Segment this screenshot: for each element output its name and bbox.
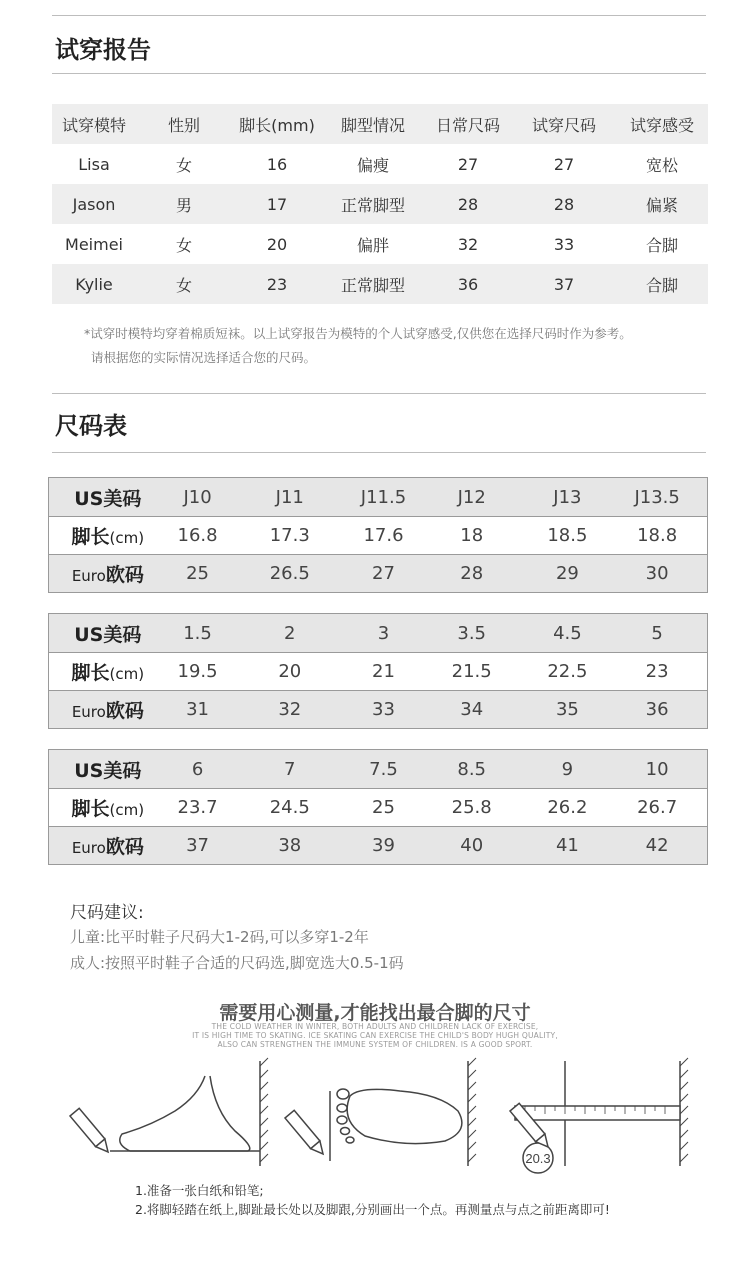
trial-cell: 合脚 [645,235,678,255]
trial-cell: 合脚 [645,275,678,295]
trial-cell: 女 [175,275,192,295]
trial-cell: 32 [457,234,479,254]
size-cell: 35 [555,699,579,720]
foot-length-unit: (cm) [109,529,145,547]
trial-cell: 20 [266,234,288,254]
euro-size-row [49,554,707,592]
size-cell: 1.5 [183,622,212,644]
trial-cell: 33 [553,234,575,254]
euro-size-label [49,560,167,587]
measure-english-line: THE COLD WEATHER IN WINTER, BOTH ADULTS AND CHILDREN LACK OF EXERCISE, [211,1022,539,1031]
trial-header-cell: 脚长(mm) [239,115,315,135]
table-row [52,144,708,184]
size-cell: 26.2 [547,797,588,818]
trial-cell: 男 [175,195,192,215]
foot-length-text: 脚长 [71,526,110,548]
euro-suffix: 欧码 [105,700,144,722]
foot-length-unit: (cm) [109,801,145,819]
size-cell: 42 [645,835,669,856]
size-cell: 24.5 [269,797,310,818]
trial-cell: Meimei [65,234,123,254]
table-row [52,224,708,264]
size-cell: 34 [460,699,484,720]
ruler-value: 20.3 [525,1151,551,1166]
euro-prefix: Euro [71,567,106,585]
foot-length-row [49,652,707,690]
size-cell: 19.5 [177,661,218,682]
trial-cell: 28 [553,194,575,214]
trial-note: *试穿时模特均穿着棉质短袜。以上试穿报告为模特的个人试穿感受,仅供您在选择尺码时作为参考。 [84,326,632,341]
euro-prefix: Euro [71,839,106,857]
us-size-label: US美码 [74,623,142,646]
foot-length-label [49,794,167,821]
foot-length-unit: (cm) [109,665,145,683]
trial-cell: 偏紧 [645,195,678,215]
us-size-row [49,750,707,788]
size-table-2 [48,613,708,729]
size-cell: 17.3 [269,525,310,546]
size-cell: 7 [284,758,296,780]
size-divider-bottom [52,452,706,453]
size-cell: 7.5 [369,758,398,780]
trial-cell: 女 [175,155,192,175]
size-cell: J11 [275,486,304,508]
measure-step-2: 2.将脚轻踏在纸上,脚趾最长处以及脚跟,分别画出一个点。再测量点与点之前距离即可! [135,1202,610,1217]
size-table-3 [48,749,708,865]
trial-cell: 36 [457,274,479,294]
measure-step-1: 1.准备一张白纸和铅笔; [135,1183,264,1198]
size-cell: 23.7 [177,797,218,818]
size-divider-top [52,393,706,394]
measure-illustration [60,1056,700,1176]
trial-cell: 偏胖 [356,235,389,255]
euro-size-label [49,696,167,723]
measure-title: 需要用心测量,才能找出最合脚的尺寸 [219,1002,531,1024]
euro-suffix: 欧码 [105,836,144,858]
trial-cell: 27 [553,154,575,174]
size-cell: 38 [278,835,302,856]
size-cell: 26.5 [269,563,310,584]
size-cell: 20 [278,661,302,682]
size-cell: 40 [460,835,484,856]
size-cell: 2 [284,622,296,644]
size-cell: 36 [645,699,669,720]
size-cell: J13 [553,486,582,508]
advice-child: 儿童:比平时鞋子尺码大1-2码,可以多穿1-2年 [70,928,369,946]
foot-length-label [49,658,167,685]
trial-cell: Kylie [75,274,113,294]
table-row [52,264,708,304]
size-cell: J12 [457,486,486,508]
size-cell: 25 [372,797,395,818]
trial-cell: 16 [266,154,288,174]
euro-size-row [49,826,707,864]
size-cell: 23 [645,661,669,682]
trial-cell: 23 [266,274,288,294]
size-cell: 21.5 [451,661,492,682]
trial-cell: Jason [72,194,116,214]
size-cell: 27 [372,563,395,584]
trial-cell: 宽松 [645,155,678,175]
size-cell: 26.7 [637,797,678,818]
size-chart-title: 尺码表 [55,412,127,440]
foot-length-text: 脚长 [71,662,110,684]
trial-cell: 17 [266,194,288,214]
euro-size-label [49,832,167,859]
trial-cell: 27 [457,154,479,174]
size-cell: 32 [278,699,302,720]
top-foot-drawing [330,1058,476,1166]
foot-length-row [49,788,707,826]
advice-adult: 成人:按照平时鞋子合适的尺码选,脚宽选大0.5-1码 [70,954,404,972]
measure-english-line: IT IS HIGH TIME TO SKATING. ICE SKATING CAN EXERCISE THE CHILD'S BODY HUGH QUALITY, [192,1031,558,1040]
trial-header-row [52,104,708,144]
size-cell: J10 [183,486,212,508]
trial-header-cell: 脚型情况 [340,115,405,135]
size-cell: 21 [372,661,395,682]
us-size-label: US美码 [74,487,142,510]
size-cell: 28 [460,563,484,584]
size-cell: 41 [555,835,579,856]
trial-cell: 28 [457,194,479,214]
trial-header-cell: 试穿模特 [61,115,126,135]
size-cell: 18.5 [547,525,588,546]
size-cell: 25.8 [451,797,492,818]
size-cell: 30 [645,563,669,584]
trial-header-cell: 性别 [167,115,200,135]
trial-cell: 正常脚型 [340,195,405,215]
size-cell: J11.5 [360,486,407,508]
size-table-1 [48,477,708,593]
trial-report-table [52,104,708,304]
size-cell: 9 [561,758,574,780]
us-size-label: US美码 [74,759,142,782]
pencil-icon [285,1110,328,1158]
euro-suffix: 欧码 [105,564,144,586]
size-cell: 5 [651,622,663,644]
size-cell: 25 [186,563,209,584]
foot-length-row [49,516,707,554]
size-cell: 16.8 [177,525,218,546]
top-divider [52,15,706,16]
euro-prefix: Euro [71,703,106,721]
table-row [52,184,708,224]
size-cell: 17.6 [363,525,404,546]
size-cell: 8.5 [457,758,487,780]
foot-length-label [49,522,167,549]
trial-note-line2: 请根据您的实际情况选择适合您的尺码。 [91,350,317,365]
euro-size-row [49,690,707,728]
size-cell: J13.5 [634,486,680,508]
trial-header-cell: 试穿尺码 [531,115,596,135]
side-foot-drawing [110,1058,268,1166]
trial-report-title: 试穿报告 [55,36,151,64]
trial-title-divider [52,73,706,74]
pencil-icon [70,1108,113,1156]
size-cell: 3.5 [457,622,487,644]
size-cell: 6 [191,758,204,780]
trial-cell: 正常脚型 [340,275,405,295]
size-advice-title: 尺码建议: [70,903,144,923]
trial-cell: 女 [175,235,192,255]
trial-header-cell: 日常尺码 [435,115,500,135]
trial-cell: 37 [553,274,575,294]
size-cell: 39 [372,835,395,856]
measure-english-line: ALSO CAN STRENGTHEN THE IMMUNE SYSTEM OF CHILDREN. IS A GOOD SPORT. [217,1040,533,1049]
size-cell: 22.5 [547,661,588,682]
size-cell: 4.5 [553,622,582,644]
size-cell: 10 [645,758,669,780]
trial-header-cell: 试穿感受 [629,115,694,135]
trial-cell: 偏瘦 [356,155,389,175]
size-cell: 18.8 [637,525,678,546]
foot-length-text: 脚长 [71,798,110,820]
trial-cell: Lisa [78,154,110,174]
size-cell: 18 [460,525,484,546]
us-size-row [49,614,707,652]
size-cell: 31 [186,699,209,720]
size-cell: 3 [377,622,390,644]
us-size-row [49,478,707,516]
size-cell: 37 [186,835,209,856]
size-cell: 33 [372,699,395,720]
size-cell: 29 [555,563,579,584]
